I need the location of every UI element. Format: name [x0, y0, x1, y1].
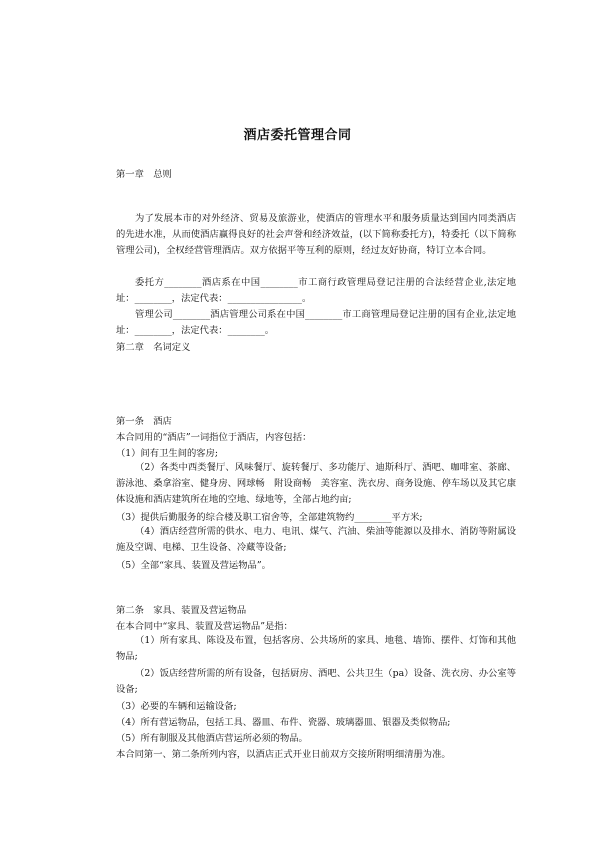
list-item: （3）必要的车辆和运输设备; — [116, 701, 237, 712]
closing-paragraph: 本合同第一、第二条所列内容，以酒店正式开业日前双方交接所附明细清册为准。 — [116, 749, 451, 760]
chapter-heading: 第一章 总则 — [116, 169, 172, 180]
article-heading: 第一条 酒店 — [116, 416, 172, 427]
list-item: （5）所有制服及其他酒店营运所必须的物品。 — [116, 733, 308, 744]
management-company-paragraph: 管理公司________酒店管理公司系在中国________市工商管理局登记注册的国有企业,法定地址：________，法定代表：________。 — [116, 309, 516, 336]
article-heading: 第二条 家具、装置及营运物品 — [116, 605, 247, 616]
list-item: （5）全部“家具、装置及营运物品”。 — [116, 560, 271, 571]
list-item: （3）提供后勤服务的综合楼及职工宿舍等，全部建筑物约________平方米; — [116, 512, 423, 523]
document-title: 酒店委托管理合同 — [243, 128, 352, 143]
intro-paragraph: 为了发展本市的对外经济、贸易及旅游业，使酒店的管理水平和服务质量达到国内同类酒店的先进水准，从而使酒店赢得良好的社会声誉和经济效益，(以下简称委托方)，特委托（以下简称管理公司)，全权经营管理酒店。双方依据平等互利的原则，经过友好协商，特订立本合同。 — [116, 213, 516, 256]
list-item: （1）间有卫生间的客房; — [116, 448, 219, 459]
article-intro: 在本合同中“家具、装置及营运物品”是指： — [116, 621, 293, 632]
article-intro: 本合同用的“酒店”一词指位于酒店，内容包括： — [116, 432, 312, 443]
entrusting-party-paragraph: 委托方________酒店系在中国________市工商行政管理局登记注册的合法经营企业,法定地址：________，法定代表：________________。 — [116, 277, 516, 304]
list-item: （2）各类中西类餐厅、风味餐厅、旋转餐厅、多功能厅、迪斯科厅、酒吧、咖啡室、茶廊、游泳池、桑拿浴室、健身房、网球畅 附设商畅 美容室、洗衣房、商务设施、停车场以及其它康体设施和酒店建筑所在地的空地、绿地等，全部占地约亩; — [116, 462, 516, 505]
list-item: （4）酒店经营所需的供水、电力、电讯、煤气、汽油、柴油等能源以及排水、消防等附属设施及空调、电梯、卫生设备、冷藏等设备; — [116, 526, 516, 553]
list-item: （4）所有营运物品，包括工具、器皿、布件、瓷器、玻璃器皿、银器及类似物品; — [116, 717, 451, 728]
chapter-heading: 第二章 名词定义 — [116, 342, 191, 353]
list-item: （1）所有家具、陈设及布置，包括客房、公共场所的家具、地毯、墙饰、摆件、灯饰和其他物品; — [116, 635, 516, 662]
list-item: （2）饭店经营所需的所有设备，包括厨房、酒吧、公共卫生（pa）设备、洗衣房、办公室等设备; — [116, 668, 516, 695]
